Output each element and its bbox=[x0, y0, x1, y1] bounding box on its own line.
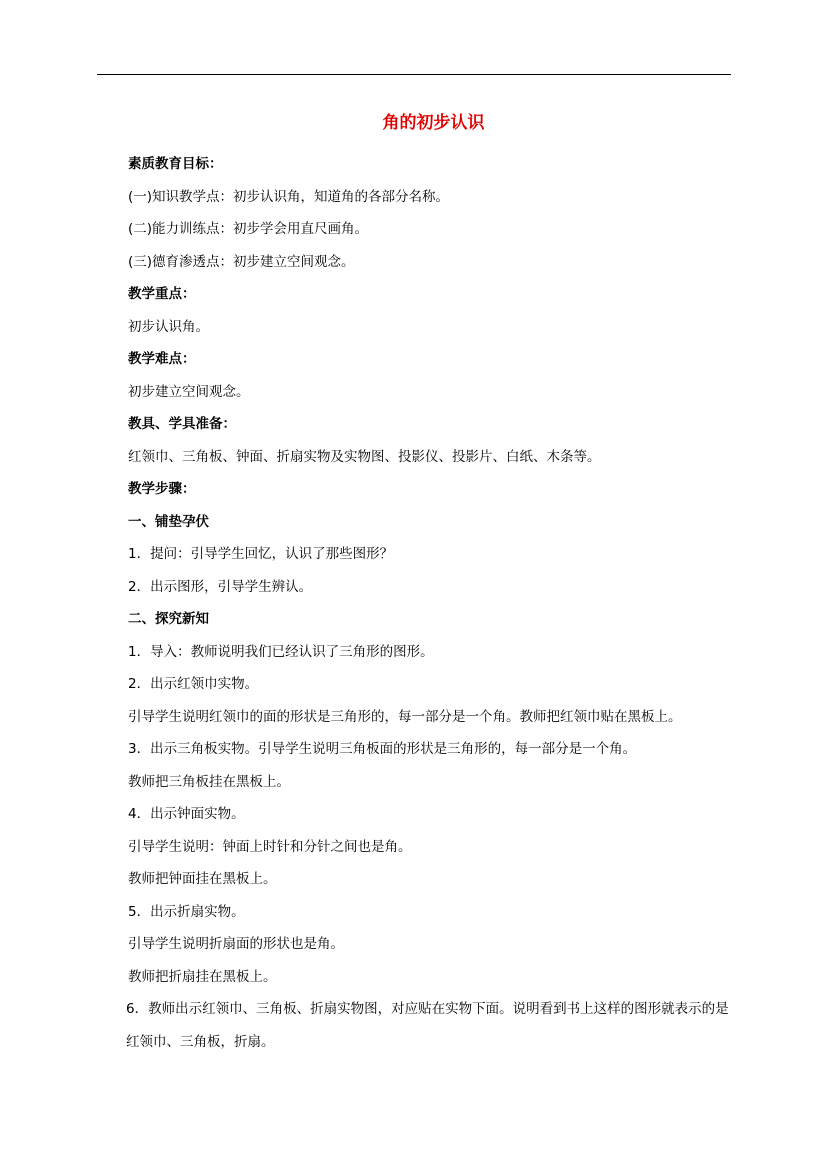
body-line: (二)能力训练点：初步学会用直尺画角。 bbox=[128, 221, 369, 237]
body-lines bbox=[128, 148, 733, 993]
body-line: 引导学生说明红领巾的面的形状是三角形的，每一部分是一个角。教师把红领巾贴在黑板上。 bbox=[128, 708, 682, 725]
body-line: 引导学生说明：钟面上时针和分针之间也是角。 bbox=[128, 838, 412, 855]
header-rule bbox=[97, 74, 731, 75]
section-heading: 教具、学具准备： bbox=[128, 416, 236, 432]
body-line: 1．导入：教师说明我们已经认识了三角形的图形。 bbox=[128, 643, 434, 660]
last-paragraph: 6．教师出示红领巾、三角板、折扇实物图，对应贴在实物下面。说明看到书上这样的图形就表示的是红领巾、三角板，折扇。 bbox=[126, 1001, 729, 1050]
body-line: 4．出示钟面实物。 bbox=[128, 806, 245, 822]
section-heading: 一、铺垫孕伏 bbox=[128, 513, 209, 530]
body-line: (三)德育渗透点：初步建立空间观念。 bbox=[128, 253, 355, 270]
document-body bbox=[128, 148, 733, 1058]
section-heading: 教学步骤： bbox=[128, 481, 196, 497]
body-line: 初步建立空间观念。 bbox=[128, 383, 250, 400]
section-heading: 教学难点： bbox=[128, 351, 196, 367]
body-line: 1．提问：引导学生回忆，认识了那些图形？ bbox=[128, 546, 394, 562]
body-line: 初步认识角。 bbox=[128, 318, 209, 335]
section-heading: 素质教育目标： bbox=[128, 156, 223, 172]
document-title: 角的初步认识 bbox=[382, 113, 485, 133]
body-line: 2．出示红领巾实物。 bbox=[128, 676, 259, 692]
body-line: 教师把钟面挂在黑板上。 bbox=[128, 871, 277, 887]
body-line: 教师把折扇挂在黑板上。 bbox=[128, 968, 277, 985]
body-line: 3．出示三角板实物。引导学生说明三角板面的形状是三角形的，每一部分是一个角。 bbox=[128, 741, 637, 757]
section-heading: 教学重点： bbox=[128, 286, 196, 302]
body-line: 教师把三角板挂在黑板上。 bbox=[128, 773, 290, 790]
body-line: 红领巾、三角板、钟面、折扇实物及实物图、投影仪、投影片、白纸、木条等。 bbox=[128, 448, 601, 465]
body-line: 引导学生说明折扇面的形状也是角。 bbox=[128, 936, 344, 952]
body-line: (一)知识教学点：初步认识角，知道角的各部分名称。 bbox=[128, 188, 450, 205]
body-line: 2．出示图形，引导学生辨认。 bbox=[128, 578, 313, 595]
body-line: 5．出示折扇实物。 bbox=[128, 903, 245, 920]
section-heading: 二、探究新知 bbox=[128, 611, 209, 627]
